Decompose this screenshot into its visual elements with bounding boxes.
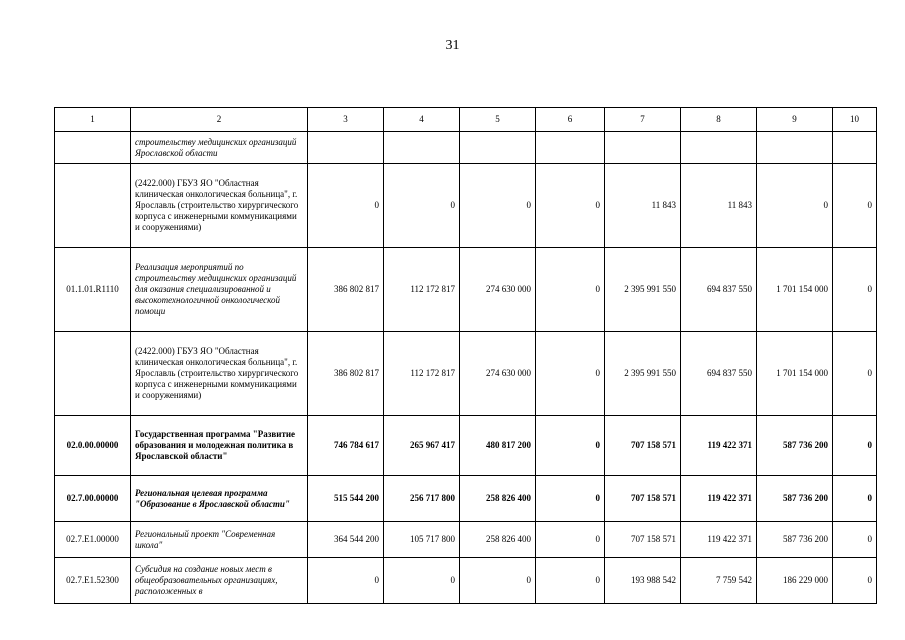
cell-col3: 364 544 200 xyxy=(308,522,384,558)
cell-col9: 1 701 154 000 xyxy=(757,332,833,416)
cell-col10: 0 xyxy=(833,332,877,416)
cell-col4: 112 172 817 xyxy=(384,248,460,332)
cell-col9: 587 736 200 xyxy=(757,476,833,522)
cell-col6: 0 xyxy=(536,558,605,604)
table-row xyxy=(55,248,877,332)
column-header: 3 xyxy=(308,108,384,132)
table-row xyxy=(55,522,877,558)
row-description: (2422.000) ГБУЗ ЯО "Областная клиническая онкологическая больница", г. Ярославль (строительство хирургического корпуса с инженерными коммуникациями и сооружениями) xyxy=(131,332,308,416)
cell-col10: 0 xyxy=(833,164,877,248)
column-header: 10 xyxy=(833,108,877,132)
cell-col8: 7 759 542 xyxy=(681,558,757,604)
cell-col10 xyxy=(833,132,877,164)
cell-col4: 256 717 800 xyxy=(384,476,460,522)
cell-col6: 0 xyxy=(536,248,605,332)
cell-col7: 707 158 571 xyxy=(605,522,681,558)
cell-col4: 0 xyxy=(384,164,460,248)
column-header: 2 xyxy=(131,108,308,132)
cell-col6 xyxy=(536,132,605,164)
row-description: Региональная целевая программа "Образование в Ярославской области" xyxy=(131,476,308,522)
cell-col3: 386 802 817 xyxy=(308,332,384,416)
cell-col8: 119 422 371 xyxy=(681,416,757,476)
row-description: Субсидия на создание новых мест в общеобразовательных организациях, расположенных в xyxy=(131,558,308,604)
cell-col6: 0 xyxy=(536,164,605,248)
row-code: 02.7.E1.00000 xyxy=(55,522,131,558)
cell-col3: 746 784 617 xyxy=(308,416,384,476)
cell-col9: 587 736 200 xyxy=(757,522,833,558)
budget-table xyxy=(54,107,877,604)
cell-col6: 0 xyxy=(536,416,605,476)
column-header: 7 xyxy=(605,108,681,132)
row-description: Региональный проект "Современная школа" xyxy=(131,522,308,558)
cell-col5: 0 xyxy=(460,164,536,248)
cell-col7: 11 843 xyxy=(605,164,681,248)
cell-col3 xyxy=(308,132,384,164)
page-number: 31 xyxy=(445,38,460,53)
cell-col9: 186 229 000 xyxy=(757,558,833,604)
cell-col3: 0 xyxy=(308,558,384,604)
table-row xyxy=(55,132,877,164)
cell-col3: 386 802 817 xyxy=(308,248,384,332)
table-row xyxy=(55,476,877,522)
row-code: 02.0.00.00000 xyxy=(55,416,131,476)
cell-col4: 105 717 800 xyxy=(384,522,460,558)
cell-col8: 119 422 371 xyxy=(681,522,757,558)
cell-col4 xyxy=(384,132,460,164)
row-code: 02.7.E1.52300 xyxy=(55,558,131,604)
row-code: 01.1.01.R1110 xyxy=(55,248,131,332)
cell-col7: 193 988 542 xyxy=(605,558,681,604)
row-description: Государственная программа "Развитие образования и молодежная политика в Ярославской области" xyxy=(131,416,308,476)
table-row xyxy=(55,332,877,416)
cell-col10: 0 xyxy=(833,476,877,522)
cell-col8: 694 837 550 xyxy=(681,248,757,332)
column-header: 5 xyxy=(460,108,536,132)
cell-col7 xyxy=(605,132,681,164)
column-header: 1 xyxy=(55,108,131,132)
cell-col9: 587 736 200 xyxy=(757,416,833,476)
table-row xyxy=(55,416,877,476)
cell-col3: 0 xyxy=(308,164,384,248)
cell-col5: 258 826 400 xyxy=(460,522,536,558)
row-code xyxy=(55,132,131,164)
cell-col4: 0 xyxy=(384,558,460,604)
row-description: строительству медицинских организаций Ярославской области xyxy=(131,132,308,164)
table-row xyxy=(55,558,877,604)
cell-col10: 0 xyxy=(833,522,877,558)
row-description: (2422.000) ГБУЗ ЯО "Областная клиническая онкологическая больница", г. Ярославль (строительство хирургического корпуса с инженерными коммуникациями и сооружениями) xyxy=(131,164,308,248)
cell-col8 xyxy=(681,132,757,164)
cell-col10: 0 xyxy=(833,558,877,604)
row-description: Реализация мероприятий по строительству медицинских организаций для оказания специализированной и высокотехнологичной онкологической помощи xyxy=(131,248,308,332)
cell-col5: 274 630 000 xyxy=(460,248,536,332)
cell-col5: 480 817 200 xyxy=(460,416,536,476)
cell-col4: 112 172 817 xyxy=(384,332,460,416)
cell-col7: 707 158 571 xyxy=(605,476,681,522)
cell-col8: 119 422 371 xyxy=(681,476,757,522)
cell-col6: 0 xyxy=(536,332,605,416)
cell-col5: 274 630 000 xyxy=(460,332,536,416)
column-header: 4 xyxy=(384,108,460,132)
cell-col7: 2 395 991 550 xyxy=(605,332,681,416)
cell-col5: 0 xyxy=(460,558,536,604)
cell-col5: 258 826 400 xyxy=(460,476,536,522)
cell-col4: 265 967 417 xyxy=(384,416,460,476)
row-code xyxy=(55,164,131,248)
cell-col9: 0 xyxy=(757,164,833,248)
cell-col3: 515 544 200 xyxy=(308,476,384,522)
table-row xyxy=(55,164,877,248)
cell-col9 xyxy=(757,132,833,164)
column-header: 9 xyxy=(757,108,833,132)
cell-col10: 0 xyxy=(833,248,877,332)
cell-col5 xyxy=(460,132,536,164)
cell-col8: 694 837 550 xyxy=(681,332,757,416)
cell-col6: 0 xyxy=(536,522,605,558)
cell-col6: 0 xyxy=(536,476,605,522)
header-row xyxy=(55,108,877,132)
cell-col7: 2 395 991 550 xyxy=(605,248,681,332)
cell-col10: 0 xyxy=(833,416,877,476)
row-code: 02.7.00.00000 xyxy=(55,476,131,522)
cell-col9: 1 701 154 000 xyxy=(757,248,833,332)
column-header: 8 xyxy=(681,108,757,132)
column-header: 6 xyxy=(536,108,605,132)
row-code xyxy=(55,332,131,416)
cell-col8: 11 843 xyxy=(681,164,757,248)
cell-col7: 707 158 571 xyxy=(605,416,681,476)
